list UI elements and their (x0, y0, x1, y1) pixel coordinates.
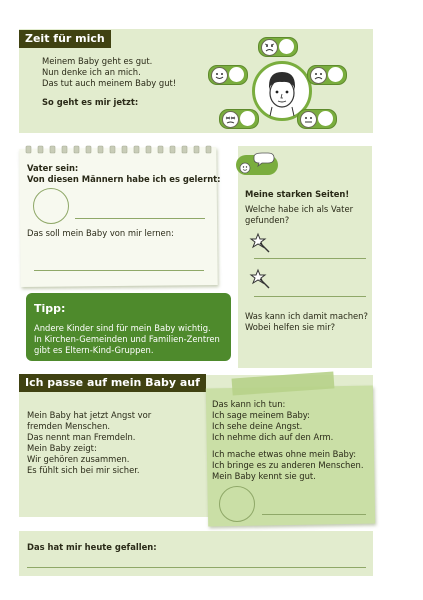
mood-smiley-icon (300, 111, 317, 128)
zeit-prompt: So geht es mir jetzt: (42, 97, 139, 107)
strengths-question-1: Welche habe ich als Vater (245, 204, 354, 214)
note-vater-write-line-1[interactable] (75, 218, 205, 219)
passe-right-a-1: Das kann ich tun: (212, 399, 286, 409)
mood-blank-circle[interactable] (279, 39, 294, 54)
zeit-line-3: Das tut auch meinem Baby gut! (42, 78, 177, 88)
tip-line-3: gibt es Eltern-Kind-Gruppen. (34, 345, 154, 355)
passe-left-line-4: Mein Baby zeigt: (27, 443, 97, 453)
strengths-write-line-2[interactable] (254, 296, 366, 297)
passe-right-b-2: Ich bringe es zu anderen Menschen. (212, 460, 364, 470)
passe-left-line-5: Wir gehören zusammen. (27, 454, 130, 464)
passe-left-line-2: fremden Menschen. (27, 421, 111, 431)
mood-smiley-icon (222, 111, 239, 128)
mood-blank-circle[interactable] (229, 67, 244, 82)
section-passe-title: Ich passe auf mein Baby auf (19, 374, 206, 392)
star-wand-icon (249, 268, 271, 290)
footer-write-line[interactable] (27, 567, 366, 568)
passe-right-a-2: Ich sage meinem Baby: (212, 410, 310, 420)
strengths-question-2: gefunden? (245, 215, 290, 225)
mood-blank-circle[interactable] (328, 67, 343, 82)
passe-left-line-6: Es fühlt sich bei mir sicher. (27, 465, 140, 475)
note-learn-write-line[interactable] (34, 270, 204, 271)
star-wand-icon (249, 232, 271, 254)
passe-left-line-1: Mein Baby hat jetzt Angst vor (27, 410, 152, 420)
passe-left-line-3: Das nennt man Fremdeln. (27, 432, 136, 442)
mood-option-left[interactable] (208, 65, 248, 85)
passe-drawing-circle[interactable] (219, 486, 255, 522)
mood-blank-circle[interactable] (318, 111, 333, 126)
note-vater-title-1: Vater sein: (27, 163, 79, 173)
note-vater-drawing-circle[interactable] (33, 188, 69, 224)
mood-smiley-icon (261, 39, 278, 56)
strengths-panel (238, 146, 372, 368)
note-learn-prompt: Das soll mein Baby von mir lernen: (27, 228, 174, 238)
mood-option-bottom-left[interactable] (219, 109, 259, 129)
mood-smiley-icon (310, 67, 327, 84)
footer-prompt: Das hat mir heute gefallen: (27, 542, 157, 552)
section-zeit-title: Zeit für mich (19, 30, 111, 48)
passe-right-b-1: Ich mache etwas ohne mein Baby: (212, 449, 357, 459)
strengths-write-line-1[interactable] (254, 258, 366, 259)
tip-title: Tipp: (34, 302, 66, 315)
tip-line-2: In Kirchen-Gemeinden und Familien-Zentren (34, 334, 220, 344)
passe-right-a-4: Ich nehme dich auf den Arm. (212, 432, 334, 442)
mood-option-bottom-right[interactable] (297, 109, 337, 129)
mood-option-right[interactable] (307, 65, 347, 85)
mood-option-top[interactable] (258, 37, 298, 57)
passe-write-line[interactable] (262, 514, 366, 515)
mood-smiley-icon (211, 67, 228, 84)
strengths-question2-2: Wobei helfen sie mir? (245, 322, 336, 332)
passe-right-a-3: Ich sehe deine Angst. (212, 421, 303, 431)
note-spiral-binding (22, 141, 214, 155)
mood-blank-circle[interactable] (240, 111, 255, 126)
note-vater-title-2: Von diesen Männern habe ich es gelernt: (27, 174, 221, 184)
footer-panel (19, 531, 373, 576)
strengths-title: Meine starken Seiten! (245, 189, 350, 199)
strengths-question2-1: Was kann ich damit machen? (245, 311, 368, 321)
passe-right-b-3: Mein Baby kennt sie gut. (212, 471, 316, 481)
tip-line-1: Andere Kinder sind für mein Baby wichtig. (34, 323, 211, 333)
zeit-line-1: Meinem Baby geht es gut. (42, 56, 153, 66)
zeit-line-2: Nun denke ich an mich. (42, 67, 141, 77)
speech-bubble-icon (236, 151, 282, 179)
